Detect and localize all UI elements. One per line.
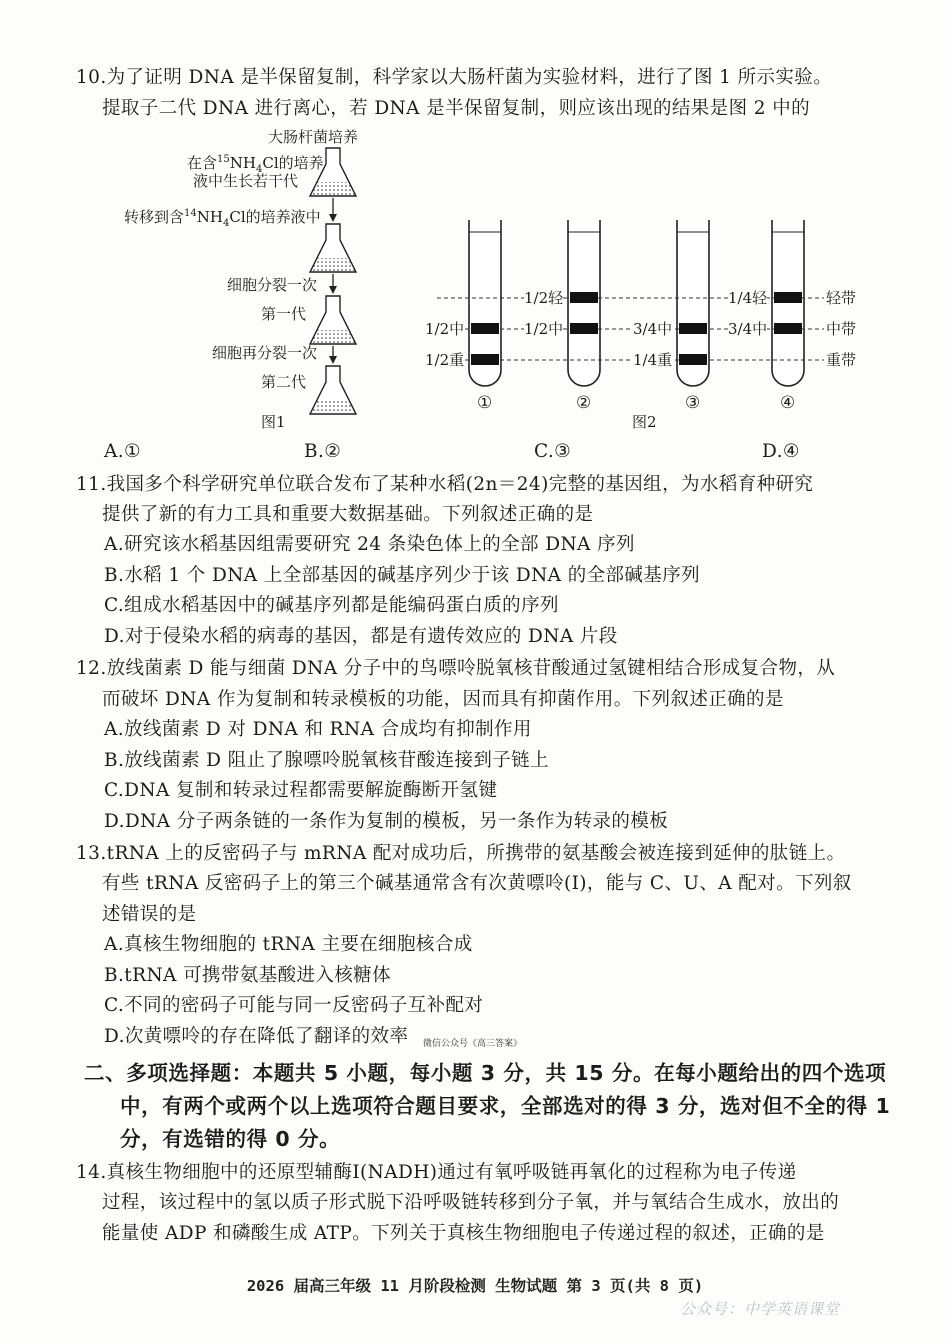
- arrow-head-icon: [329, 356, 337, 364]
- q13-option-d[interactable]: D.次黄嘌呤的存在降低了翻译的效率: [104, 1026, 409, 1047]
- band-light-label: 轻带: [826, 289, 857, 307]
- fig1-step1a: 在含$^{15}NH_4Cl$的培养: [187, 154, 324, 175]
- t3-heavy-label: 1/4重: [633, 351, 673, 369]
- q14-stem-line3: 能量使 ADP 和磷酸生成 ATP。下列关于真核生物细胞电子传递过程的叙述，正确的是: [102, 1223, 825, 1244]
- band: [471, 354, 499, 365]
- q10-option-d[interactable]: D.④: [762, 441, 800, 462]
- q12-stem-line2: 而破坏 DNA 作为复制和转录模板的功能，因而具有抑菌作用。下列叙述正确的是: [102, 689, 784, 710]
- t1-mid-label: 1/2中: [425, 320, 465, 338]
- q11-option-c[interactable]: C.组成水稻基因中的碱基序列都是能编码蛋白质的序列: [104, 595, 559, 616]
- q11-option-d[interactable]: D.对于侵染水稻的病毒的基因，都是有遗传效应的 DNA 片段: [104, 626, 618, 647]
- q10-option-a[interactable]: A.①: [104, 441, 142, 462]
- band: [471, 323, 499, 334]
- fig1-gen2: 第二代: [261, 373, 307, 391]
- flask-icon: [310, 296, 356, 344]
- q10-option-b[interactable]: B.②: [304, 441, 342, 462]
- section2-line2: 中，有两个或两个以上选项符合题目要求，全部选对的得 3 分，选对但不全的得 1: [120, 1094, 891, 1118]
- band: [679, 323, 707, 334]
- arrow-head-icon: [329, 214, 337, 222]
- q11-stem-line2: 提供了新的有力工具和重要大数据基础。下列叙述正确的是: [102, 504, 594, 525]
- tube-number-2: ②: [576, 393, 592, 413]
- band: [570, 323, 598, 334]
- q12-option-c[interactable]: C.DNA 复制和转录过程都需要解旋酶断开氢键: [104, 780, 498, 801]
- overlay-watermark-text: 微信公众号《高三答案》: [423, 1039, 523, 1049]
- fig2-caption: 图2: [632, 413, 657, 431]
- t2-mid-label: 1/2中: [524, 320, 564, 338]
- tube-number-1: ①: [477, 393, 493, 413]
- watermark: 公众号：中学英语课堂: [680, 1300, 841, 1318]
- band: [774, 292, 802, 303]
- flask-icon: [310, 366, 356, 414]
- tube-number-3: ③: [685, 393, 701, 413]
- q12-option-b[interactable]: B.放线菌素 D 阻止了腺嘌呤脱氧核苷酸连接到子链上: [104, 750, 549, 771]
- q14-stem-line2: 过程，该过程中的氢以质子形式脱下沿呼吸链转移到分子氧，并与氧结合生成水，放出的: [102, 1192, 840, 1213]
- fig1-title: 大肠杆菌培养: [268, 128, 359, 146]
- t1-heavy-label: 1/2重: [425, 351, 465, 369]
- t2-light-label: 1/2轻: [524, 289, 564, 307]
- q10-stem-line1: 10.为了证明 DNA 是半保留复制，科学家以大肠杆菌为实验材料，进行了图 1 所示实验。: [76, 67, 833, 88]
- q10-option-c[interactable]: C.③: [534, 441, 572, 462]
- fig1-step4: 细胞再分裂一次: [212, 344, 318, 362]
- section2-line1: 二、多项选择题：本题共 5 小题，每小题 3 分，共 15 分。在每小题给出的四个选项: [84, 1061, 887, 1085]
- t4-mid-label: 3/4中: [728, 320, 768, 338]
- q12-stem-line1: 12.放线菌素 D 能与细菌 DNA 分子中的鸟嘌呤脱氧核苷酸通过氢键相结合形成复合物，从: [76, 658, 836, 679]
- q13-option-a[interactable]: A.真核生物细胞的 tRNA 主要在细胞核合成: [104, 934, 473, 955]
- t3-mid-label: 3/4中: [633, 320, 673, 338]
- q12-option-a[interactable]: A.放线菌素 D 对 DNA 和 RNA 合成均有抑制作用: [104, 719, 532, 740]
- q13-option-b[interactable]: B.tRNA 可携带氨基酸进入核糖体: [104, 965, 391, 986]
- fig1-flasks-drawing: [0, 0, 950, 440]
- q11-option-b[interactable]: B.水稻 1 个 DNA 上全部基因的碱基序列少于该 DNA 的全部碱基序列: [104, 565, 700, 586]
- q13-stem-line3: 述错误的是: [102, 904, 197, 925]
- fig1-step1b: 液中生长若干代: [193, 172, 299, 190]
- band-mid-label: 中带: [826, 320, 857, 338]
- t4-light-label: 1/4轻: [728, 289, 768, 307]
- q11-option-a[interactable]: A.研究该水稻基因组需要研究 24 条染色体上的全部 DNA 序列: [104, 534, 635, 555]
- q13-option-c[interactable]: C.不同的密码子可能与同一反密码子互补配对: [104, 995, 484, 1016]
- flask-icon: [310, 148, 356, 196]
- tube-number-4: ④: [780, 393, 796, 413]
- fig1-step2: 转移到含$^{14}NH_4Cl$的培养液中: [124, 208, 321, 229]
- page-footer: 2026 届高三年级 11 月阶段检测 生物试题 第 3 页(共 8 页): [246, 1277, 704, 1295]
- q11-stem-line1: 11.我国多个科学研究单位联合发布了某种水稻(2n＝24)完整的基因组，为水稻育种研究: [76, 474, 814, 495]
- fig1-gen1: 第一代: [261, 305, 307, 323]
- band: [570, 292, 598, 303]
- q10-stem-line2: 提取子二代 DNA 进行离心，若 DNA 是半保留复制，则应该出现的结果是图 2 中的: [102, 98, 811, 119]
- band: [774, 323, 802, 334]
- section2-line3: 分，有选错的得 0 分。: [120, 1127, 341, 1151]
- q14-stem-line1: 14.真核生物细胞中的还原型辅酶Ⅰ(NADH)通过有氧呼吸链再氧化的过程称为电子传递: [76, 1162, 797, 1183]
- band: [679, 354, 707, 365]
- fig1-step3: 细胞分裂一次: [227, 276, 318, 294]
- q12-option-d[interactable]: D.DNA 分子两条链的一条作为复制的模板，另一条作为转录的模板: [104, 811, 669, 832]
- fig1-caption: 图1: [261, 413, 286, 431]
- band-heavy-label: 重带: [826, 351, 857, 369]
- flask-icon: [310, 224, 356, 272]
- q13-stem-line1: 13.tRNA 上的反密码子与 mRNA 配对成功后，所携带的氨基酸会被连接到延伸的肽链上。: [76, 843, 846, 864]
- q13-stem-line2: 有些 tRNA 反密码子上的第三个碱基通常含有次黄嘌呤(I)，能与 C、U、A 配对。下列叙: [102, 873, 852, 894]
- arrow-head-icon: [329, 286, 337, 294]
